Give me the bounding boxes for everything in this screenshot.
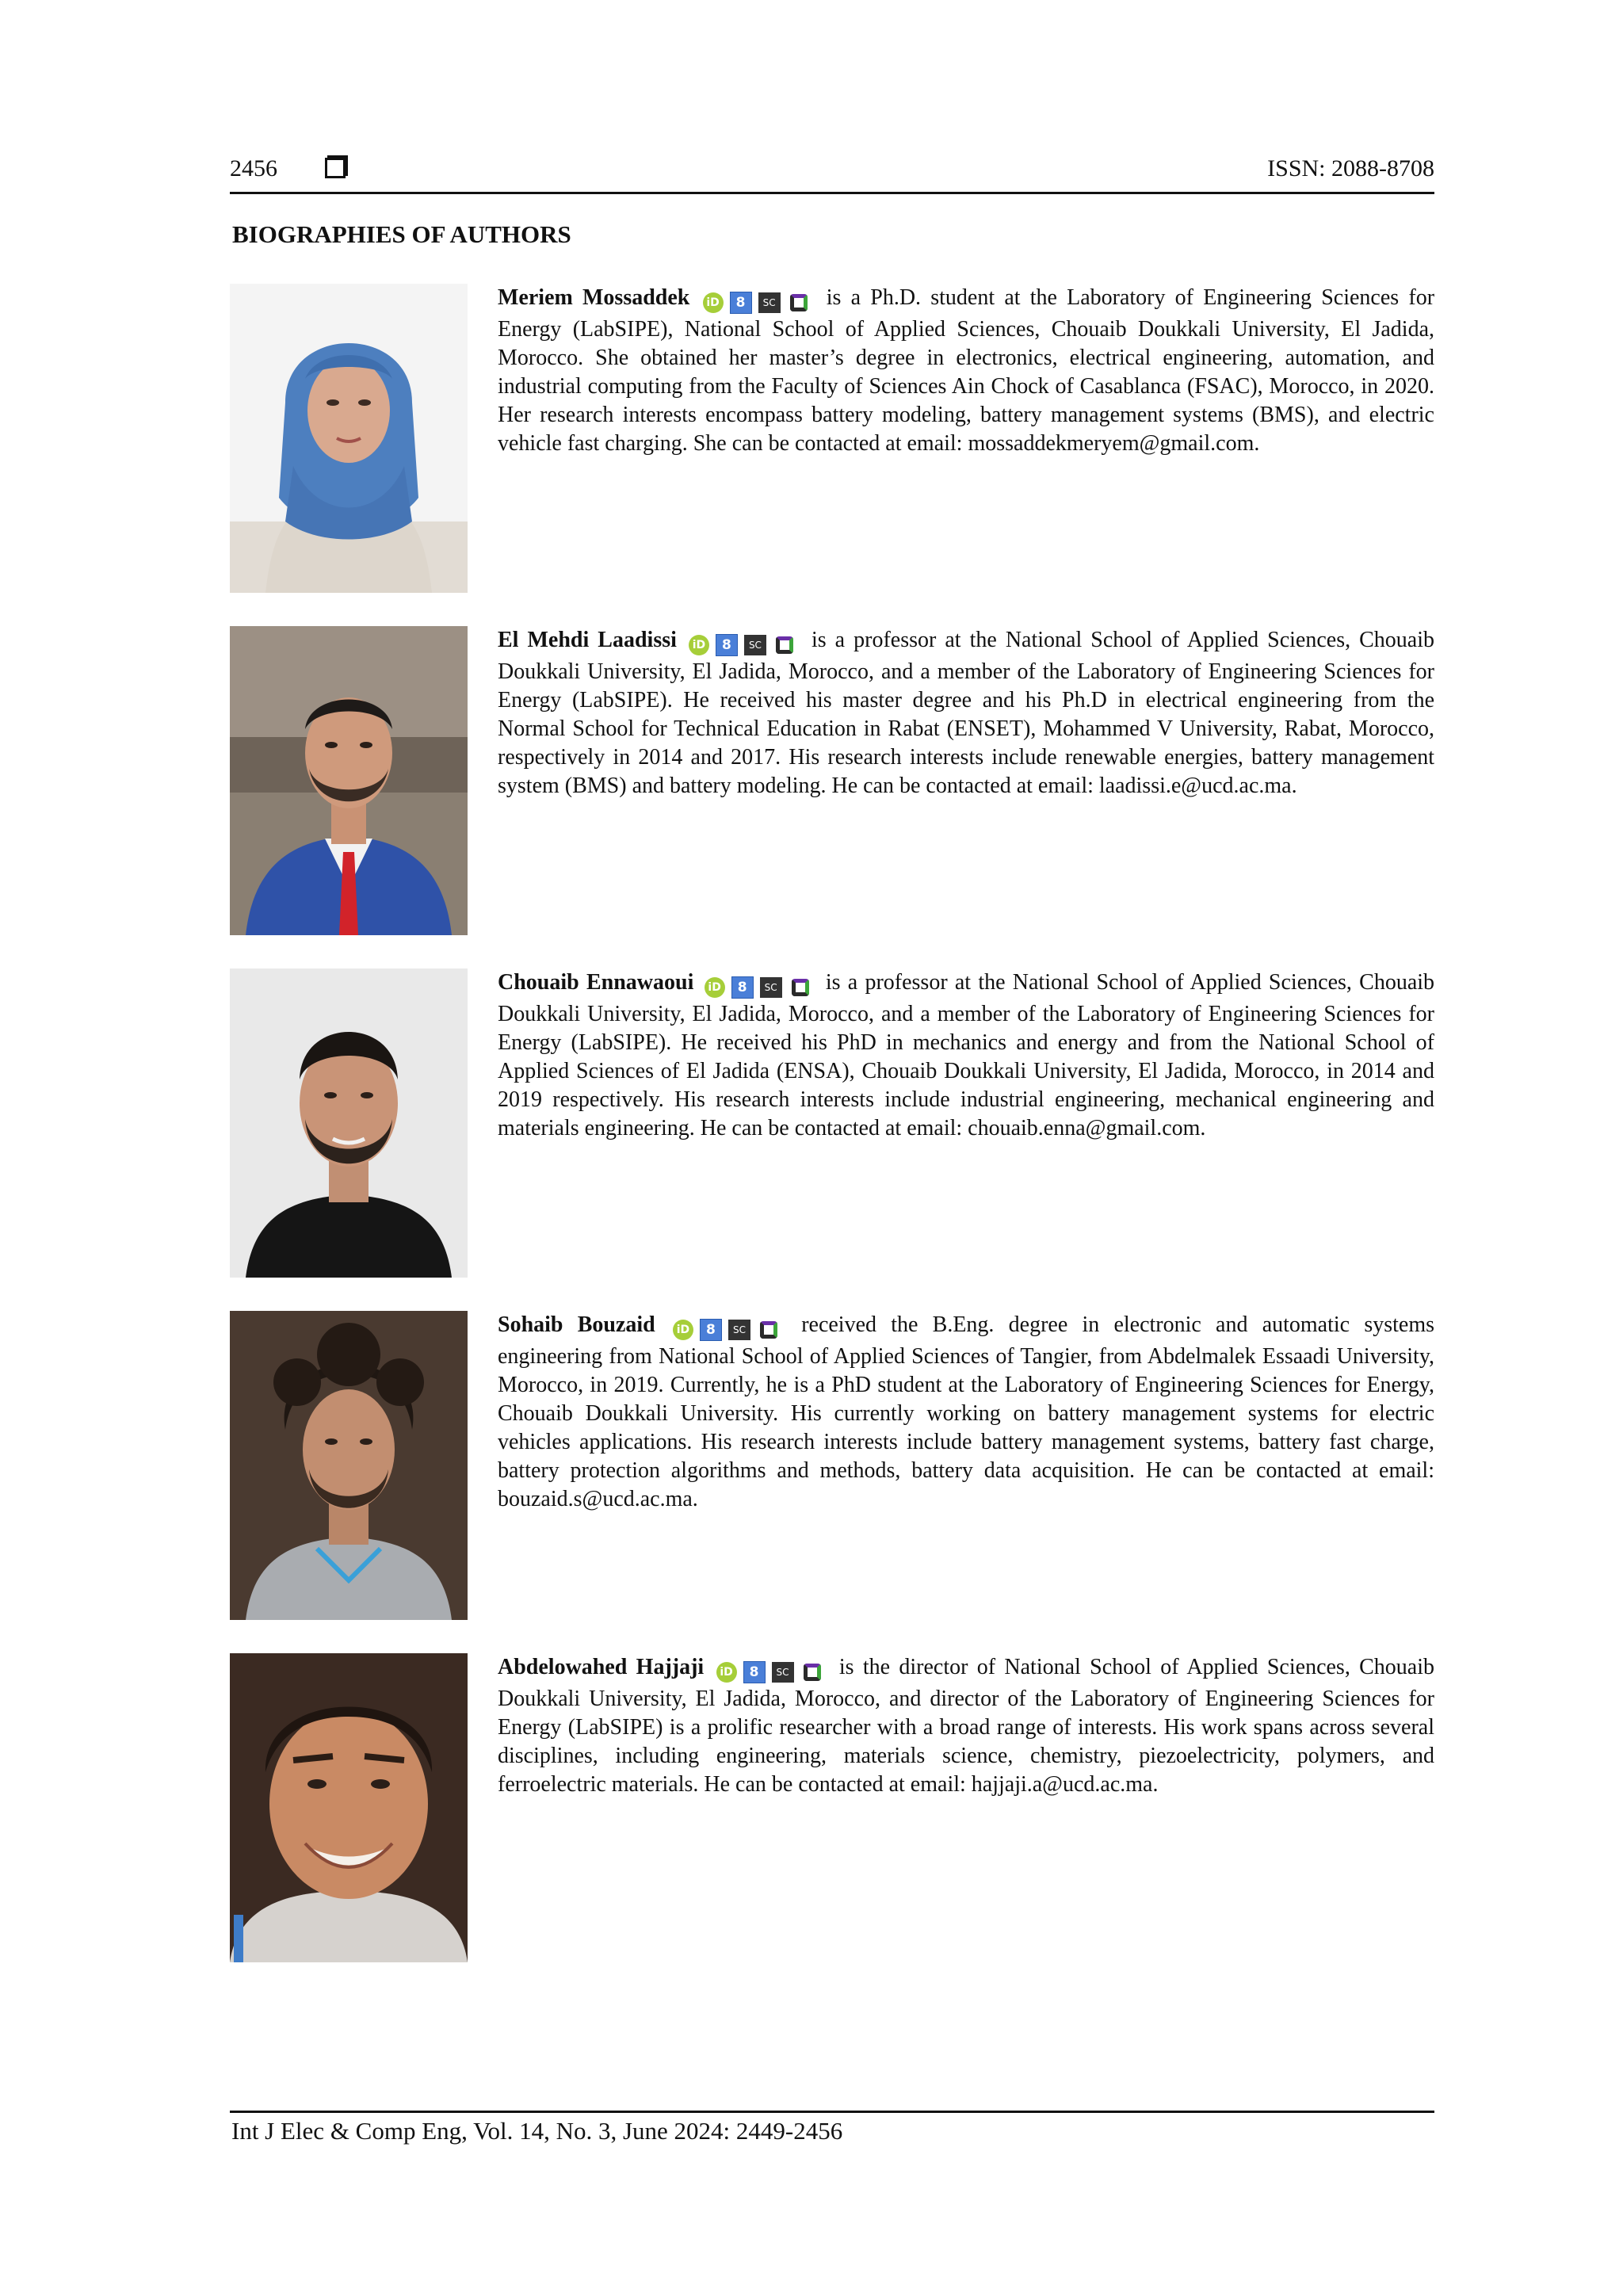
issn: ISSN: 2088-8708 (1267, 155, 1434, 181)
google-scholar-icon[interactable]: 8 (700, 1319, 722, 1341)
author-bio (498, 1311, 1434, 1514)
scopus-icon[interactable]: SC (760, 977, 782, 998)
scopus-icon[interactable]: SC (772, 1662, 794, 1683)
orcid-icon[interactable]: iD (705, 977, 725, 998)
author-name: El Mehdi Laadissi (498, 628, 677, 652)
scopus-icon[interactable]: SC (728, 1320, 750, 1340)
orcid-icon[interactable]: iD (716, 1662, 737, 1683)
section-title: BIOGRAPHIES OF AUTHORS (232, 220, 571, 248)
author-name: Sohaib Bouzaid (498, 1312, 655, 1337)
author-name: Abdelowahed Hajjaji (498, 1655, 705, 1679)
author-photo (230, 1653, 468, 1962)
footer-citation: Int J Elec & Comp Eng, Vol. 14, No. 3, June 2024: 2449-2456 (231, 2117, 843, 2145)
author-bio-text: is a professor at the National School of Applied Sciences, Chouaib Doukkali University, El Jadida, Morocco, and a member of the Laboratory of Engineering Sciences for Energy (LabSIPE). He received his PhD in mechanics and energy and from the National School of Applied Sciences of El Jadida (ENSA), Chouaib Doukkali University, El Jadida, Morocco, in 2014 and 2019 respectively. His research interests include industrial engineering, mechanical engineering and materials engineering. He can be contacted at email: chouaib.enna@gmail.com. (498, 970, 1435, 1140)
author-bio-text: received the B.Eng. degree in electronic and automatic systems engineering from National School of Applied Sciences of Tangier, from Abdelmalek Essaadi University, Morocco, in 2019. Currently, he is a PhD student at the Laboratory of Engineering Sciences for Energy, Chouaib Doukkali University. His currently working on battery management systems for electric vehicles applications. His research interests include battery management systems, battery fast charge, battery protection algorithms and methods, battery data acquisition. He can be contacted at email: bouzaid.s@ucd.ac.ma. (498, 1312, 1434, 1511)
author-bio-text: is the director of National School of Applied Sciences, Chouaib Doukkali University, El Jadida, Morocco, and director of the Laboratory of Engineering Sciences for Energy (LabSIPE) is a prolific researcher with a broad range of interests. His work spans across several disciplines, including engineering, materials science, chemistry, piezoelectricity, polymers, and ferroelectric materials. He can be contacted at email: hajjaji.a@ucd.ac.ma. (498, 1655, 1435, 1797)
author-photo (230, 626, 468, 935)
profile-icons (703, 287, 814, 315)
google-scholar-icon[interactable]: 8 (716, 634, 738, 656)
author-bio-text: is a Ph.D. student at the Laboratory of Engineering Sciences for Energy (LabSIPE), National School of Applied Sciences, Chouaib Doukkali University, El Jadida, Morocco. She obtained her master’s degree in electronics, electrical engineering, automation, and industrial computing from the Faculty of Sciences Ain Chock of Casablanca (FSAC), Morocco, in 2020. Her research interests encompass battery modeling, battery management systems (BMS), and electric vehicle fast charging. She can be contacted at email: mossaddekmeryem@gmail.com. (498, 285, 1435, 456)
page-number: 2456 (230, 155, 277, 181)
profile-icons (673, 1314, 784, 1343)
author-photo (230, 968, 468, 1278)
box-icon (325, 158, 346, 178)
google-scholar-icon[interactable]: 8 (730, 292, 752, 314)
author-name: Meriem Mossaddek (498, 285, 690, 310)
author-photo (230, 1311, 468, 1620)
orcid-icon[interactable]: iD (689, 635, 709, 655)
orcid-icon[interactable]: iD (703, 292, 724, 313)
author-name: Chouaib Ennawaoui (498, 970, 694, 995)
author-bio (498, 968, 1434, 1143)
scopus-icon[interactable]: SC (744, 635, 766, 655)
profile-icons (689, 629, 800, 658)
author-bio (498, 626, 1434, 800)
author-bio (498, 284, 1434, 458)
publons-icon[interactable] (776, 636, 793, 654)
footer-rule (230, 2111, 1434, 2113)
page-header (230, 155, 1434, 195)
author-bio (498, 1653, 1434, 1799)
profile-icons (716, 1656, 827, 1685)
header-rule (230, 192, 1434, 194)
author-photo (230, 284, 468, 593)
publons-icon[interactable] (804, 1664, 821, 1681)
publons-icon[interactable] (760, 1321, 777, 1339)
scopus-icon[interactable]: SC (758, 292, 781, 313)
publons-icon[interactable] (790, 294, 808, 311)
author-bio-text: is a professor at the National School of Applied Sciences, Chouaib Doukkali University, El Jadida, Morocco, and a member of the Laboratory of Engineering Sciences for Energy (LabSIPE). He received his master degree and his Ph.D in electrical engineering from the Normal School for Technical Education in Rabat (ENSET), Mohammed V University, Rabat, Morocco, respectively in 2014 and 2017. His research interests include renewable energies, battery management system (BMS) and battery modeling. He can be contacted at email: laadissi.e@ucd.ac.ma. (498, 628, 1435, 798)
orcid-icon[interactable]: iD (673, 1320, 693, 1340)
google-scholar-icon[interactable]: 8 (731, 976, 754, 999)
google-scholar-icon[interactable]: 8 (743, 1661, 766, 1683)
publons-icon[interactable] (792, 979, 809, 996)
profile-icons (705, 972, 815, 1000)
